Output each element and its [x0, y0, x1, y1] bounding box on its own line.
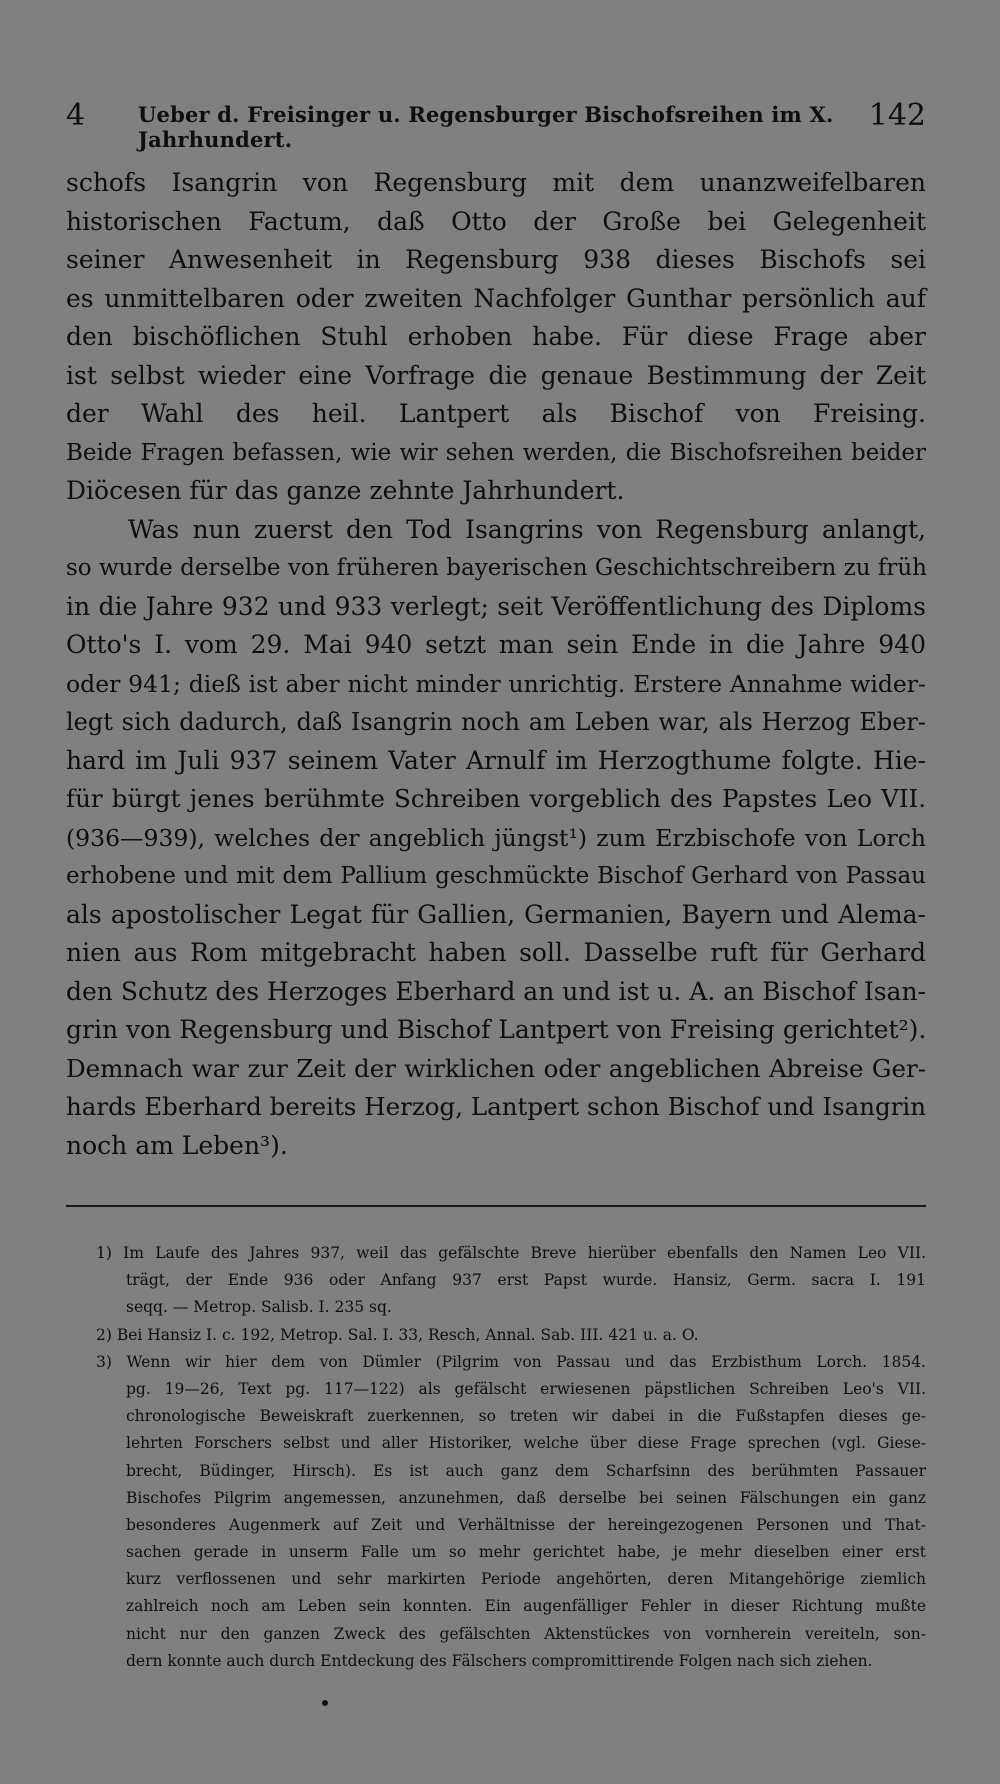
text-line: hards Eberhard bereits Herzog, Lantpert schon Bischof und Isangrin	[66, 1092, 926, 1121]
text-line: so wurde derselbe von früheren bayerischen Geschichtschreibern zu früh	[66, 555, 927, 581]
text-line: historischen Factum, daß Otto der Große bei Gelegenheit	[66, 206, 926, 236]
page-number: 4	[66, 98, 86, 133]
footnote-line: Bischofes Pilgrim angemessen, anzunehmen, daß derselbe bei seinen Fälschungen ein ganz	[126, 1488, 926, 1507]
footnote-line: 2) Bei Hansiz I. c. 192, Metrop. Sal. I. 33, Resch, Annal. Sab. III. 421 u. a. O.	[96, 1325, 699, 1344]
text-line: noch am Leben³).	[66, 1130, 288, 1160]
text-line: den Schutz des Herzoges Eberhard an und ist u. A. an Bischof Isan-	[66, 976, 926, 1006]
text-line: für bürgt jenes berühmte Schreiben vorgeblich des Papstes Leo VII.	[66, 784, 926, 813]
footnote-line: kurz verflossenen und sehr markirten Periode angehörten, deren Mitangehörige ziemlich	[126, 1570, 926, 1589]
page-header	[66, 98, 926, 152]
footnote-line: 1) Im Laufe des Jahres 937, weil das gefälschte Breve hierüber ebenfalls den Namen Leo VII.	[96, 1244, 926, 1262]
footnotes	[96, 1240, 926, 1675]
text-line: Otto's I. vom 29. Mai 940 setzt man sein Ende in die Jahre 940	[66, 630, 926, 659]
text-line: nien aus Rom mitgebracht haben soll. Dasselbe ruft für Gerhard	[66, 938, 926, 967]
footnote-line: seqq. — Metrop. Salisb. I. 235 sq.	[126, 1298, 392, 1317]
footnote-line: 3) Wenn wir hier dem von Dümler (Pilgrim von Passau und das Erzbisthum Lorch. 1854.	[96, 1352, 926, 1371]
text-line: erhobene und mit dem Pallium geschmückte Bischof Gerhard von Passau	[66, 863, 926, 889]
text-line: als apostolischer Legat für Gallien, Germanien, Bayern und Alema-	[66, 899, 926, 929]
text-line: seiner Anwesenheit in Regensburg 938 dieses Bischofs sei	[66, 245, 926, 274]
footnote-line: sachen gerade in unserm Falle um so mehr gerichtet habe, je mehr dieselben einer erst	[126, 1543, 926, 1562]
text-line: oder 941; dieß ist aber nicht minder unrichtig. Erstere Annahme wider-	[66, 669, 926, 698]
text-line: schofs Isangrin von Regensburg mit dem unanzweifelbaren	[66, 168, 926, 197]
footnote-line: trägt, der Ende 936 oder Anfang 937 erst Papst wurde. Hansiz, Germ. sacra I. 191	[126, 1271, 926, 1290]
print-speck	[322, 1700, 328, 1706]
text-line: ist selbst wieder eine Vorfrage die genaue Bestimmung der Zeit	[66, 360, 926, 390]
footnote-line: zahlreich noch am Leben sein konnten. Ein augenfälliger Fehler in dieser Richtung mußte	[126, 1597, 926, 1616]
text-line: der Wahl des heil. Lantpert als Bischof von Freising.	[66, 399, 926, 428]
text-line: in die Jahre 932 und 933 verlegt; seit Veröffentlichung des Diploms	[66, 591, 926, 621]
folio-number: 142	[868, 98, 926, 133]
footnote-line: nicht nur den ganzen Zweck des gefälschten Aktenstückes von vornherein vereiteln, son-	[126, 1624, 926, 1643]
main-text	[66, 164, 926, 1165]
text-line: legt sich dadurch, daß Isangrin noch am Leben war, als Herzog Eber-	[66, 708, 926, 736]
footnote-line: chronologische Beweiskraft zuerkennen, so treten wir dabei in die Fußstapfen dieses ge-	[126, 1407, 926, 1426]
text-line: den bischöflichen Stuhl erhoben habe. Für diese Frage aber	[66, 322, 926, 351]
running-title: Ueber d. Freisinger u. Regensburger Bischofsreihen im X. Jahrhundert.	[138, 102, 834, 152]
footnote-line: dern konnte auch durch Entdeckung des Fälschers compromittirende Folgen nach sich ziehen.	[126, 1651, 873, 1670]
text-line: grin von Regensburg und Bischof Lantpert von Freising gerichtet²).	[66, 1015, 927, 1044]
text-line: Diöcesen für das ganze zehnte Jahrhundert.	[66, 476, 625, 505]
footnote-separator	[66, 1205, 926, 1207]
footnote-line: brecht, Büdinger, Hirsch). Es ist auch ganz dem Scharfsinn des berühmten Passauer	[126, 1461, 926, 1480]
text-line: Was nun zuerst den Tod Isangrins von Regensburg anlangt,	[128, 514, 926, 544]
footnote-line: lehrten Forschers selbst und aller Historiker, welche über diese Frage sprechen (vgl. Giese-	[126, 1434, 926, 1453]
text-line: (936—939), welches der angeblich jüngst¹) zum Erzbischofe von Lorch	[66, 823, 926, 852]
text-line: Demnach war zur Zeit der wirklichen oder angeblichen Abreise Ger-	[66, 1053, 926, 1083]
text-line: Beide Fragen befassen, wie wir sehen werden, die Bischofsreihen beider	[66, 439, 926, 466]
text-line: es unmittelbaren oder zweiten Nachfolger Gunthar persönlich auf	[66, 283, 926, 313]
footnote-line: pg. 19—26, Text pg. 117—122) als gefälscht erwiesenen päpstlichen Schreiben Leo's VII.	[126, 1379, 926, 1398]
text-line: hard im Juli 937 seinem Vater Arnulf im Herzogthume folgte. Hie-	[66, 745, 926, 775]
footnote-line: besonderes Augenmerk auf Zeit und Verhältnisse der hereingezogenen Personen und That-	[126, 1515, 926, 1534]
